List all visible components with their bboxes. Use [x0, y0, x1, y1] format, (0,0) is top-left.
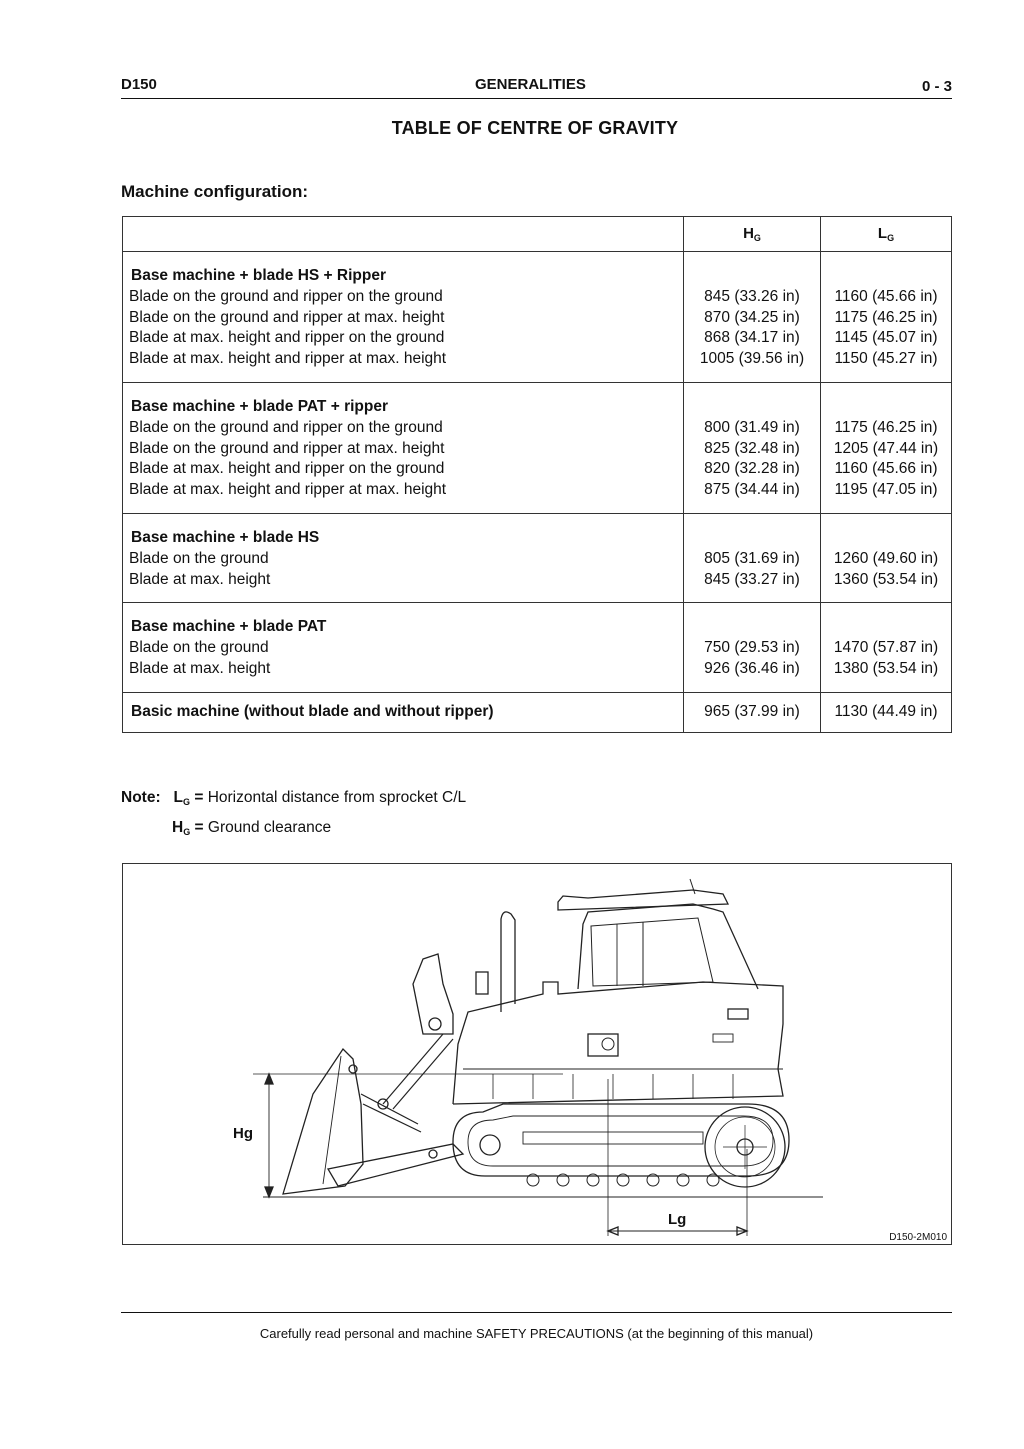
table-header-row — [123, 217, 952, 252]
row-label: Blade at max. height — [129, 659, 271, 677]
section-subtitle: Machine configuration: — [121, 182, 308, 201]
track-inner — [468, 1116, 773, 1166]
row-label: Blade on the ground and ripper at max. height — [129, 308, 445, 326]
push-arm — [328, 1144, 463, 1186]
bulldozer-figure — [122, 863, 952, 1245]
idler-hub — [480, 1135, 500, 1155]
cab-frame — [578, 904, 758, 989]
hg-arrow-bottom — [265, 1187, 273, 1197]
row-label: Blade at max. height and ripper at max. height — [129, 481, 447, 499]
col-header-hg — [684, 217, 821, 252]
cab-light — [728, 1009, 748, 1019]
table-group — [123, 603, 952, 692]
row-lg-value: 1145 (45.07 in) — [834, 329, 938, 347]
group-title: Base machine + blade PAT — [131, 618, 327, 636]
row-lg-value: 1150 (45.27 in) — [834, 350, 938, 368]
row-label: Blade on the ground and ripper on the ground — [129, 418, 443, 436]
col-hg-main: H — [743, 225, 754, 242]
bulldozer-drawing — [123, 864, 951, 1244]
row-hg-value: 825 (32.48 in) — [704, 439, 800, 457]
row-label: Blade on the ground — [129, 639, 269, 657]
row-label: Blade at max. height and ripper on the ground — [129, 329, 445, 347]
note-lg-sub: G — [183, 797, 191, 807]
note-lg-eq: = — [194, 789, 204, 806]
page-number: 0 - 3 — [921, 78, 952, 95]
row-label: Blade on the ground and ripper at max. height — [129, 439, 445, 457]
note-lg-text: Horizontal distance from sprocket C/L — [207, 789, 467, 806]
footer-text: Carefully read personal and machine SAFETY PRECAUTIONS (at the beginning of this manual) — [259, 1326, 814, 1341]
hg-label: Hg — [233, 1125, 253, 1142]
table-row-basic — [123, 692, 952, 732]
lift-cylinder — [413, 954, 453, 1034]
col-header-lg — [821, 217, 952, 252]
row-lg-value: 1360 (53.54 in) — [833, 570, 939, 588]
note-lg-symbol: L — [173, 789, 183, 806]
row-label: Blade at max. height — [129, 570, 271, 588]
footer-rule — [121, 1312, 952, 1313]
group-lg-cell — [821, 382, 952, 513]
row-lg-value: 1380 (53.54 in) — [833, 659, 939, 677]
note-line-hg — [121, 815, 466, 845]
row-hg-value: 926 (36.46 in) — [704, 659, 800, 677]
note-hg-symbol: H — [172, 819, 184, 836]
col-hg-sub: G — [753, 233, 761, 243]
basic-hg-cell — [684, 692, 821, 732]
group-hg-cell — [684, 252, 821, 383]
group-title: Base machine + blade HS + Ripper — [131, 267, 386, 284]
group-title: Base machine + blade PAT + ripper — [131, 397, 388, 415]
row-lg-value: 1205 (47.44 in) — [833, 439, 939, 457]
group-lg-cell — [821, 603, 952, 692]
header-rule — [121, 98, 952, 99]
group-title: Base machine + blade HS — [131, 528, 320, 546]
basic-lg-value: 1130 (44.49 in) — [834, 702, 938, 720]
basic-lg-cell — [821, 692, 952, 732]
row-lg-value: 1260 (49.60 in) — [833, 549, 939, 567]
row-hg-value: 805 (31.69 in) — [704, 549, 800, 567]
row-hg-value: 868 (34.17 in) — [704, 329, 800, 347]
track-outline — [453, 1104, 789, 1176]
exhaust-stack — [501, 912, 515, 1012]
basic-label: Basic machine (without blade and without ripper) — [131, 702, 494, 720]
group-hg-cell — [684, 603, 821, 692]
header-model: D150 — [121, 76, 157, 93]
note-hg-text: Ground clearance — [207, 819, 332, 836]
row-hg-value: 875 (34.44 in) — [704, 481, 800, 499]
row-hg-value: 870 (34.25 in) — [704, 308, 800, 326]
group-lg-cell — [821, 252, 952, 383]
page-title: TABLE OF CENTRE OF GRAVITY — [391, 118, 679, 138]
group-hg-cell — [684, 382, 821, 513]
table-group — [123, 252, 952, 383]
table-group — [123, 513, 952, 602]
group-desc-cell — [123, 513, 684, 602]
row-lg-value: 1470 (57.87 in) — [833, 639, 939, 657]
row-hg-value: 845 (33.26 in) — [704, 287, 800, 305]
group-lg-cell — [821, 513, 952, 602]
row-lg-value: 1195 (47.05 in) — [834, 481, 938, 499]
row-hg-value: 1005 (39.56 in) — [699, 350, 805, 368]
antenna — [690, 879, 695, 894]
hg-arrow-top — [265, 1074, 273, 1084]
cab-window — [591, 918, 713, 986]
col-lg-sub: G — [887, 233, 895, 243]
lg-label: Lg — [668, 1211, 687, 1228]
row-hg-value: 800 (31.49 in) — [704, 418, 800, 436]
row-label: Blade at max. height and ripper at max. height — [129, 350, 447, 368]
basic-hg-value: 965 (37.99 in) — [704, 702, 800, 720]
table-group — [123, 382, 952, 513]
group-desc-cell — [123, 603, 684, 692]
cog-table — [122, 216, 952, 733]
note-line-lg — [121, 785, 466, 815]
row-label: Blade at max. height and ripper on the ground — [129, 460, 445, 478]
row-lg-value: 1160 (45.66 in) — [834, 460, 938, 478]
row-lg-value: 1175 (46.25 in) — [834, 308, 938, 326]
row-label: Blade on the ground — [129, 549, 269, 567]
note-block — [121, 785, 466, 845]
group-desc-cell — [123, 252, 684, 383]
col-lg-main: L — [877, 225, 888, 242]
row-hg-value: 845 (33.27 in) — [704, 570, 800, 588]
note-label: Note: — [121, 789, 161, 806]
group-hg-cell — [684, 513, 821, 602]
note-hg-eq: = — [194, 819, 204, 836]
row-label: Blade on the ground and ripper on the ground — [129, 287, 443, 305]
row-hg-value: 820 (32.28 in) — [704, 460, 800, 478]
header-blank-cell — [123, 217, 684, 252]
row-lg-value: 1175 (46.25 in) — [834, 418, 938, 436]
row-lg-value: 1160 (45.66 in) — [834, 287, 938, 305]
row-hg-value: 750 (29.53 in) — [704, 639, 800, 657]
header-section: GENERALITIES — [475, 76, 586, 93]
dozer-blade — [283, 1049, 363, 1194]
group-desc-cell — [123, 382, 684, 513]
basic-desc-cell — [123, 692, 684, 732]
note-hg-sub: G — [183, 827, 191, 837]
air-intake — [476, 972, 488, 994]
figure-id: D150-2M010 — [889, 1232, 947, 1243]
track-frame — [523, 1132, 703, 1144]
